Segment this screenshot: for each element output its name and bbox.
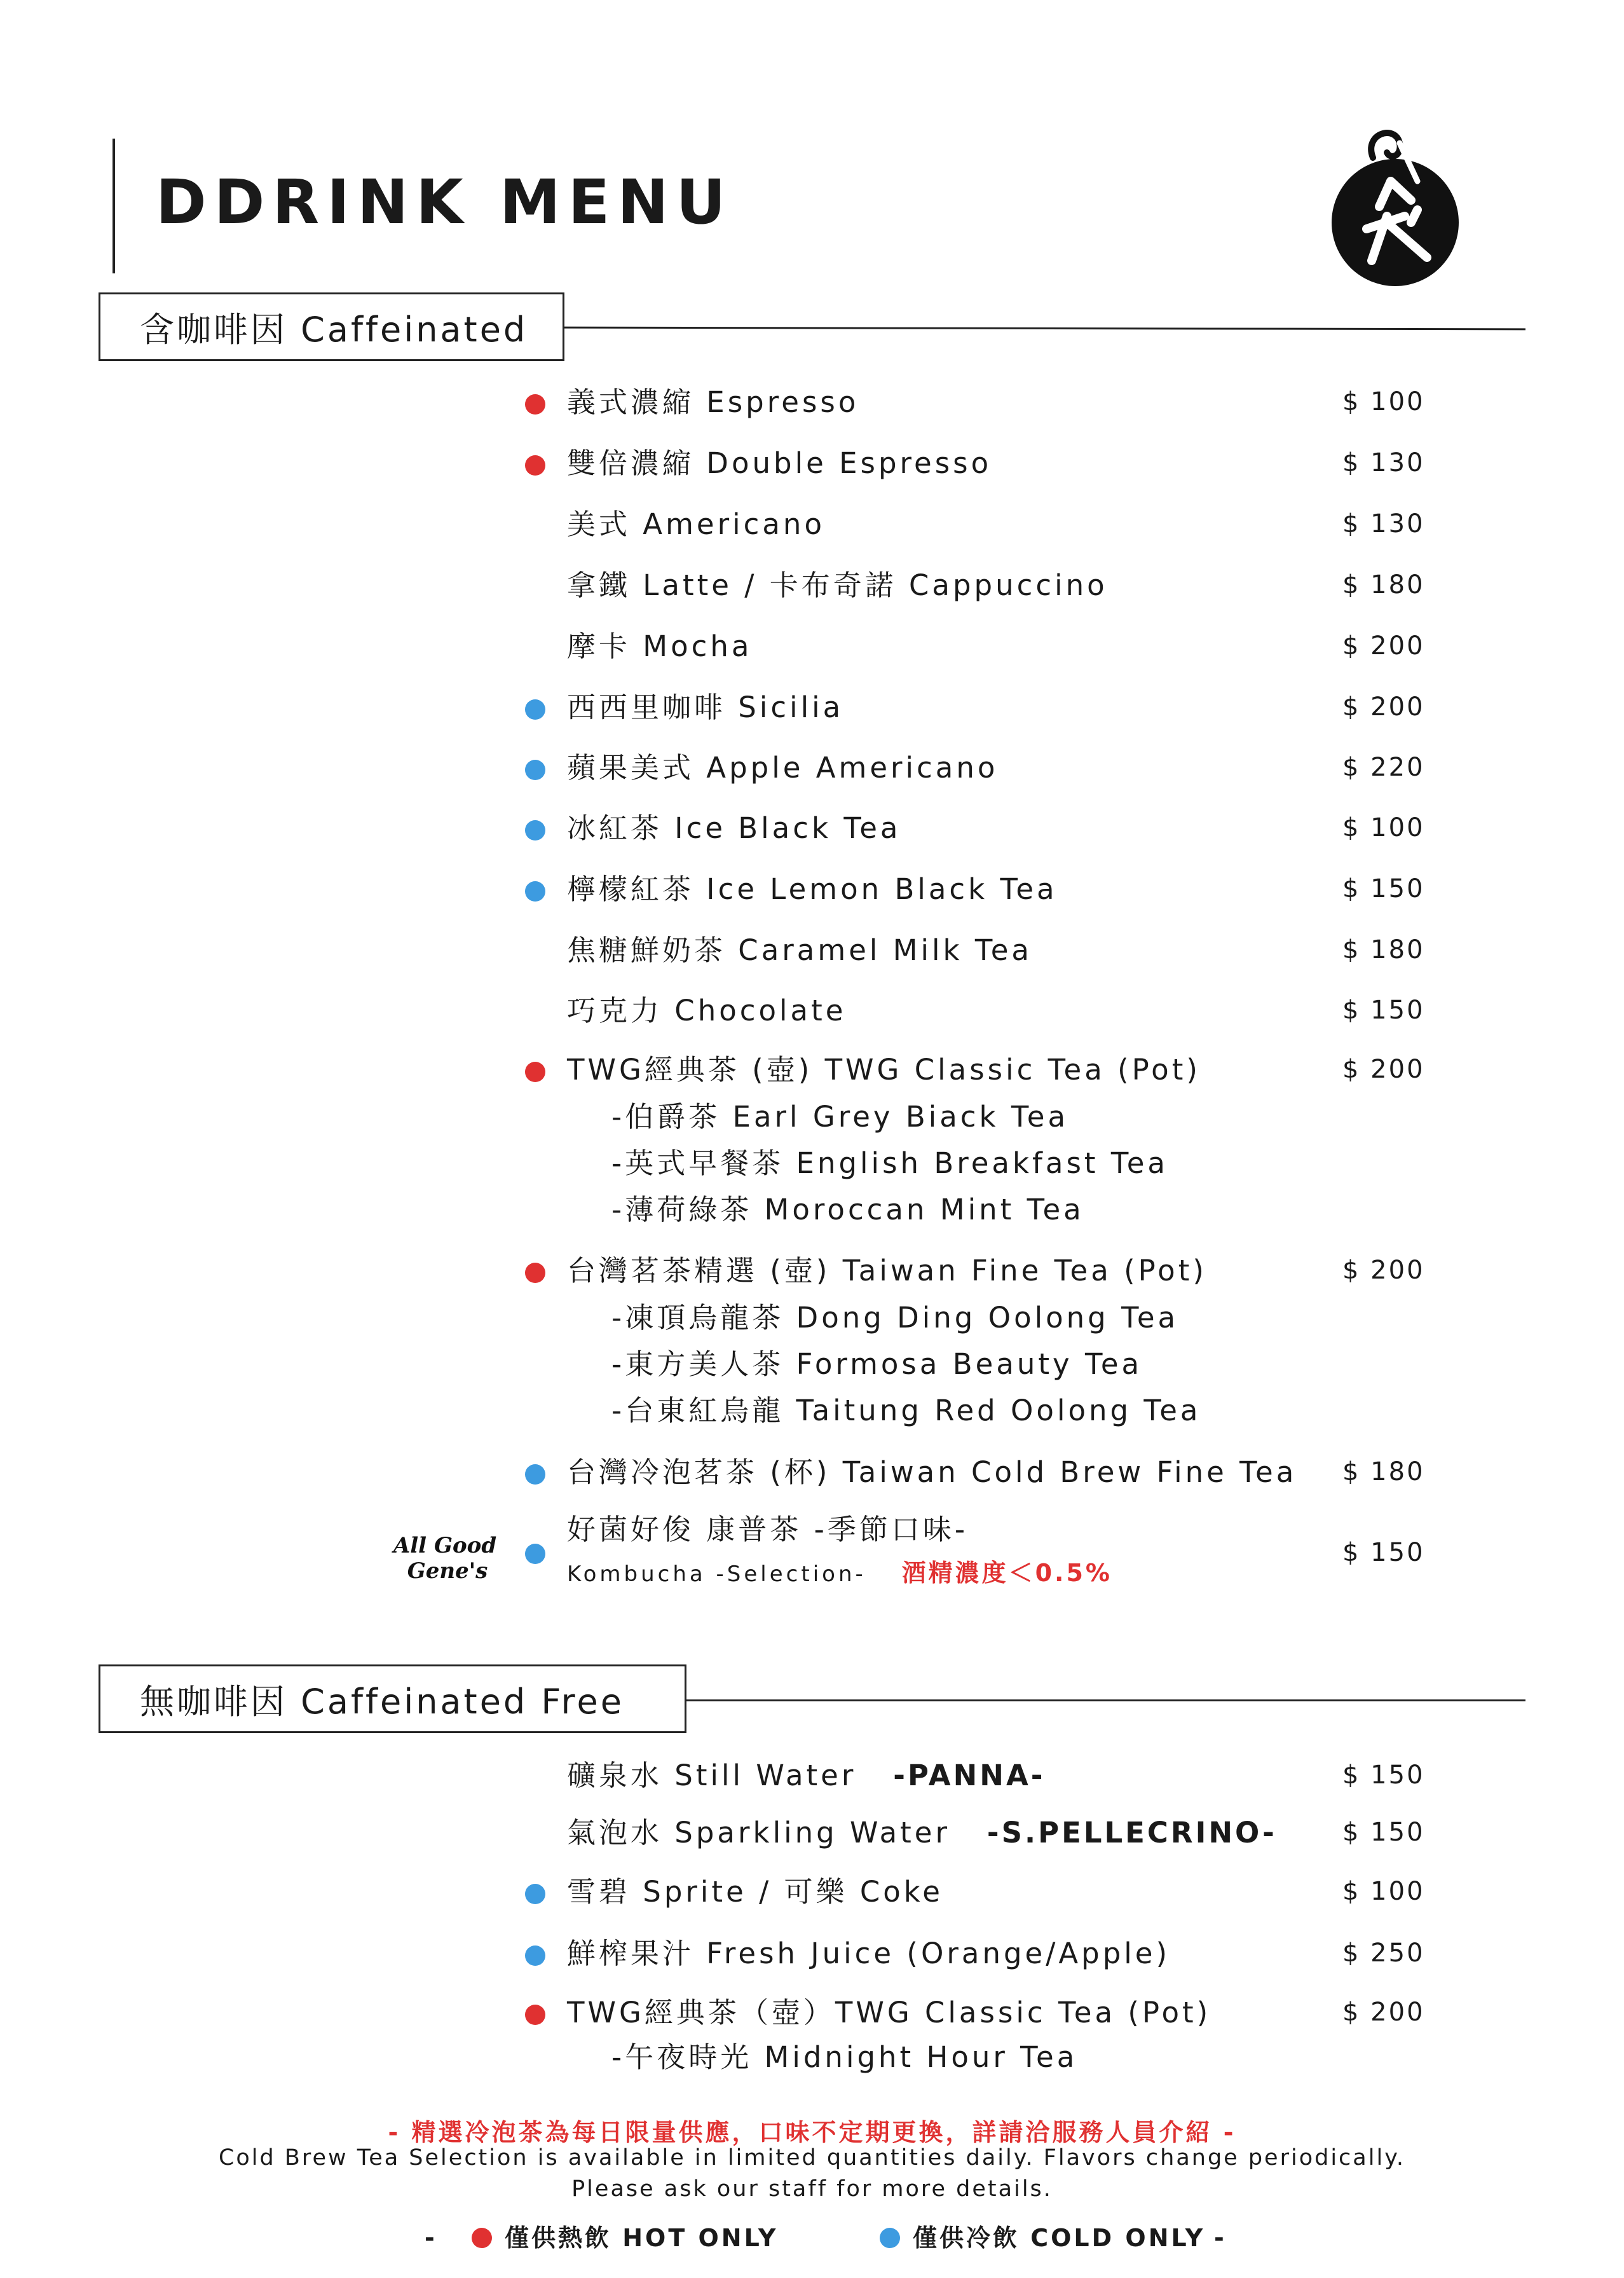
item-price: $ 200 <box>1342 1998 1425 2027</box>
item-name: TWG經典茶 (壺) TWG Classic Tea (Pot) <box>567 1053 1201 1087</box>
item-name: 台灣茗茶精選 (壺) Taiwan Fine Tea (Pot) <box>567 1254 1207 1287</box>
page-title: DDRINK MENU <box>156 167 734 238</box>
hot-only-dot <box>525 455 545 476</box>
menu-item <box>0 868 1624 913</box>
item-price: $ 220 <box>1342 753 1425 782</box>
menu-item-group <box>0 1992 1624 2087</box>
brand-label: -S.PELLECRINO- <box>986 1816 1277 1849</box>
sub-item: -東方美人茶 Formosa Beauty Tea <box>611 1347 1143 1381</box>
item-price: $ 150 <box>1342 1760 1425 1790</box>
item-name: 焦糖鮮奶茶 Caramel Milk Tea <box>567 933 1033 967</box>
cold-only-dot <box>525 1945 545 1966</box>
hot-only-dot <box>525 2005 545 2025</box>
cold-only-dot <box>525 1544 545 1564</box>
item-name: 雙倍濃縮 Double Espresso <box>567 446 992 480</box>
item-price: $ 150 <box>1342 1538 1425 1567</box>
cold-only-dot <box>525 1464 545 1485</box>
item-price: $ 250 <box>1342 1938 1425 1968</box>
section-heading-caffeine-free <box>99 1664 686 1733</box>
menu-item <box>0 1451 1624 1496</box>
item-price: $ 150 <box>1342 1818 1425 1847</box>
section-divider <box>564 327 1525 331</box>
legend-hot-only: 僅供熱飲 HOT ONLY <box>505 2224 779 2252</box>
item-name: 拿鐵 Latte / 卡布奇諾 Cappuccino <box>567 568 1108 602</box>
section-heading-label: 無咖啡因 Caffeinated Free <box>140 1681 624 1722</box>
item-name: TWG經典茶（壺）TWG Classic Tea (Pot) <box>567 1996 1211 2029</box>
item-price: $ 100 <box>1342 813 1425 842</box>
item-name-text: 氣泡水 Sparkling Water <box>567 1816 950 1849</box>
hot-only-dot <box>472 2228 492 2248</box>
cold-only-dot <box>525 820 545 841</box>
menu-item <box>0 443 1624 487</box>
sub-item: -英式早餐茶 English Breakfast Tea <box>611 1146 1168 1180</box>
item-name <box>567 1759 1045 1793</box>
cold-only-dot <box>525 699 545 720</box>
item-name: 鮮榨果汁 Fresh Juice (Orange/Apple) <box>567 1937 1171 1970</box>
item-price: $ 180 <box>1342 1457 1425 1486</box>
kombucha-subtitle <box>567 1553 1112 1588</box>
menu-item <box>0 990 1624 1034</box>
legend-dash-right: - <box>1214 2224 1227 2252</box>
item-price: $ 150 <box>1342 874 1425 903</box>
menu-item <box>0 1933 1624 1977</box>
menu-item-group <box>0 1049 1624 1233</box>
menu-item <box>0 747 1624 792</box>
item-price: $ 100 <box>1342 1877 1425 1906</box>
item-price: $ 100 <box>1342 387 1425 416</box>
cold-only-dot <box>880 2228 900 2248</box>
menu-item <box>0 1812 1624 1856</box>
item-name: 好菌好俊 康普茶 -季節口味- <box>567 1513 969 1546</box>
item-price: $ 200 <box>1342 1055 1425 1084</box>
alcohol-note: 酒精濃度＜0.5% <box>901 1559 1112 1587</box>
legend <box>0 2219 1624 2257</box>
menu-item <box>0 626 1624 670</box>
sub-item: -台東紅烏龍 Taitung Red Oolong Tea <box>611 1394 1201 1427</box>
item-price: $ 180 <box>1342 935 1425 964</box>
hot-only-dot <box>525 1062 545 1082</box>
item-price: $ 200 <box>1342 692 1425 722</box>
cold-brew-note-english-1: Cold Brew Tea Selection is available in limited quantities daily. Flavors change periodically. <box>218 2145 1406 2171</box>
item-name: 西西里咖啡 Sicilia <box>567 690 844 724</box>
brand-logo-line-1: All Good <box>393 1533 497 1558</box>
hot-only-dot <box>525 394 545 415</box>
restaurant-logo-icon <box>1316 121 1475 292</box>
kombucha-selection-text: Kombucha -Selection- <box>567 1561 866 1587</box>
item-name: 巧克力 Chocolate <box>567 994 847 1027</box>
item-price: $ 150 <box>1342 996 1425 1025</box>
menu-item <box>0 1755 1624 1799</box>
legend-cold-only: 僅供冷飲 COLD ONLY <box>913 2224 1206 2252</box>
item-name: 蘋果美式 Apple Americano <box>567 751 999 785</box>
sub-item: -伯爵茶 Earl Grey Biack Tea <box>611 1100 1069 1134</box>
section-heading-caffeinated <box>99 292 564 361</box>
item-name: 摩卡 Mocha <box>567 629 753 663</box>
cold-brew-note-english-2: Please ask our staff for more details. <box>571 2176 1053 2202</box>
brand-logo-line-2: Gene's <box>407 1558 488 1584</box>
hot-only-dot <box>525 1263 545 1283</box>
sub-item: -午夜時光 Midnight Hour Tea <box>611 2040 1078 2074</box>
title-accent-bar <box>113 139 115 273</box>
item-name-text: 礦泉水 Still Water <box>567 1759 857 1792</box>
item-name <box>567 1816 1277 1850</box>
item-name: 雪碧 Sprite / 可樂 Coke <box>567 1875 943 1909</box>
item-price: $ 130 <box>1342 448 1425 477</box>
menu-item <box>0 565 1624 609</box>
item-price: $ 130 <box>1342 509 1425 539</box>
cold-only-dot <box>525 1884 545 1904</box>
menu-item <box>0 381 1624 426</box>
all-good-genes-logo <box>389 1526 497 1586</box>
menu-item <box>0 807 1624 852</box>
cold-only-dot <box>525 881 545 902</box>
cold-only-dot <box>525 760 545 780</box>
menu-item <box>0 687 1624 731</box>
sub-item: -薄荷綠茶 Moroccan Mint Tea <box>611 1193 1084 1226</box>
menu-item-group <box>0 1250 1624 1434</box>
item-price: $ 180 <box>1342 570 1425 600</box>
brand-label: -PANNA- <box>893 1759 1046 1792</box>
section-heading-label: 含咖啡因 Caffeinated <box>140 309 528 350</box>
item-price: $ 200 <box>1342 631 1425 661</box>
item-name: 冰紅茶 Ice Black Tea <box>567 811 901 845</box>
sub-item: -凍頂烏龍茶 Dong Ding Oolong Tea <box>611 1301 1179 1335</box>
menu-item <box>0 504 1624 548</box>
item-name: 台灣冷泡茗茶 (杯) Taiwan Cold Brew Fine Tea <box>567 1455 1297 1489</box>
cold-brew-note-chinese: - 精選冷泡茶為每日限量供應，口味不定期更換，詳請洽服務人員介紹 - <box>388 2118 1236 2146</box>
legend-dash-left: - <box>425 2224 437 2252</box>
item-name: 義式濃縮 Espresso <box>567 385 859 419</box>
item-name: 檸檬紅茶 Ice Lemon Black Tea <box>567 872 1058 906</box>
item-name: 美式 Americano <box>567 507 825 541</box>
section-divider <box>686 1699 1525 1701</box>
menu-item <box>0 930 1624 974</box>
menu-item <box>0 1871 1624 1916</box>
item-price: $ 200 <box>1342 1256 1425 1285</box>
